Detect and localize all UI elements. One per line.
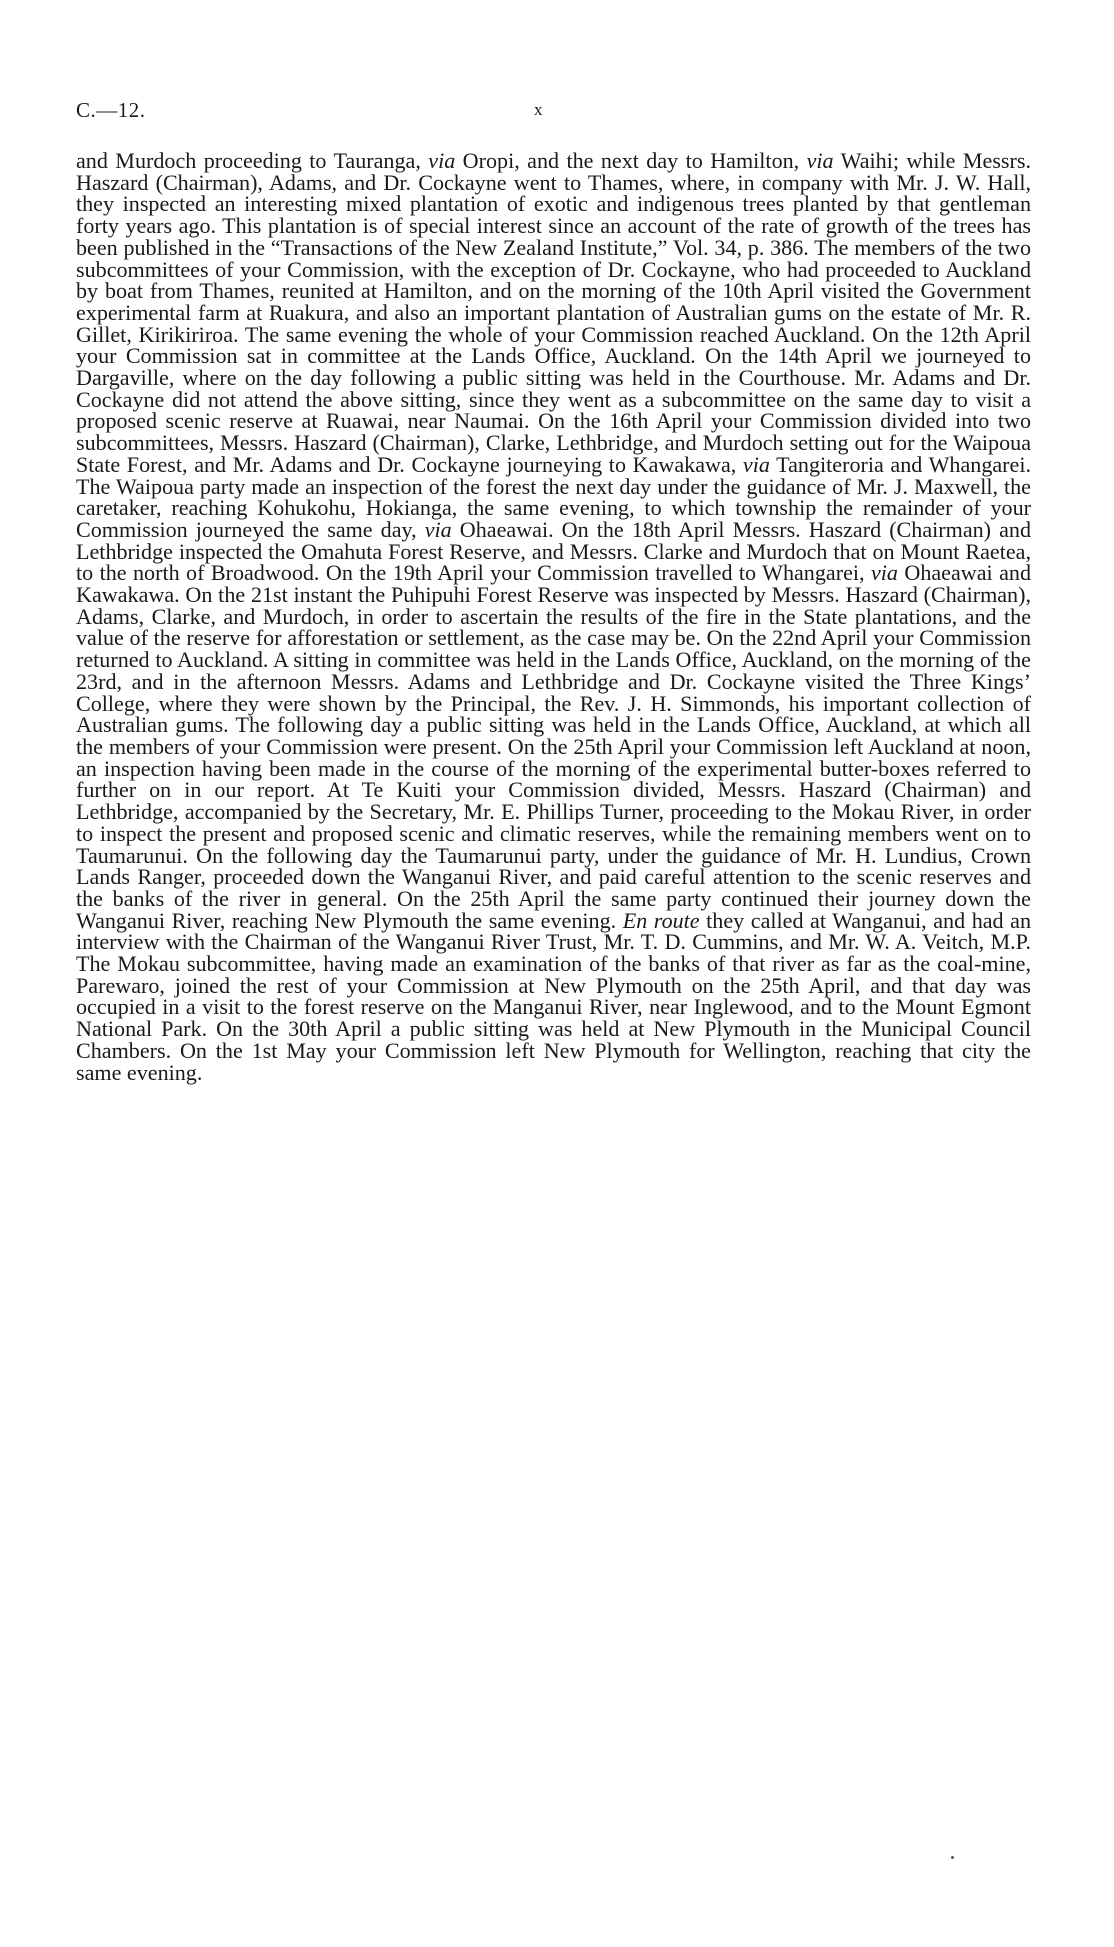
text-run: they called at Wanganui, and had an interview with the Chairman of the Wanganui River Trust, Mr. T. D. Cummins, and Mr. W. A. Veitch, M.P. The Mokau subcommittee, having made an examination of the banks of that river as far as the coal-mine, Parewaro, joined the rest of your Commission at New Plymouth on the 25th April, and that day was occupied in a visit to the forest reserve on the Manganui River, near Inglewood, and to the Mount Egmont National Park. On the 30th April a public sitting was held at New Plymouth in the Municipal Council Chambers. On the 1st May your Commission left New Plymouth for Wellington, reaching that city the same evening.	[76, 907, 1031, 1085]
italic-term: via	[806, 148, 834, 173]
italic-term: via	[428, 148, 456, 173]
text-run: Waihi; while Messrs. Haszard (Chairman), Adams, and Dr. Cockayne went to Thames, where, in company with Mr. J. W. Hall, they inspected an interesting mixed plantation of exotic and indigenous trees planted by that gentleman forty years ago. This plantation is of special interest since an account of the rate of growth of the trees has been published in the “Transactions of the New Zealand Institute,” Vol. 34, p. 386. The members of the two subcommittees of your Commission, with the exception of Dr. Cockayne, who had proceeded to Auckland by boat from Thames, reunited at Hamilton, and on the morning of the 10th April visited the Government experimental farm at Ruakura, and also an important plantation of Australian gums on the estate of Mr. R. Gillet, Kirikiriroa. The same evening the whole of your Commission reached Auckland. On the 12th April your Commission sat in committee at the Lands Office, Auckland. On the 14th April we journeyed to Dargaville, where on the day following a public sitting was held in the Courthouse. Mr. Adams and Dr. Cockayne did not attend the above sitting, since they went as a subcommittee on the same day to visit a proposed scenic reserve at Ruawai, near Naumai. On the 16th April your Commission divided into two subcommittees, Messrs. Haszard (Chairman), Clarke, Lethbridge, and Murdoch setting out for the Waipoua State Forest, and Mr. Adams and Dr. Cockayne journeying to Kawakawa,	[76, 148, 1031, 477]
text-run: Oropi, and the next day to Hamilton,	[455, 148, 807, 173]
italic-term: via	[424, 516, 452, 542]
italic-term: En route	[622, 907, 700, 933]
text-run: Ohaeawai and Kawakawa. On the 21st instant the Puhipuhi Forest Reserve was inspected by Messrs. Haszard (Chairman), Adams, Clarke, and Murdoch, in order to ascertain the results of the fire in the State plantations, and the value of the reserve for afforestation or settlement, as the case may be. On the 22nd April your Commission returned to Auckland. A sitting in committee was held in the Lands Office, Auckland, on the morning of the 23rd, and in the afternoon Messrs. Adams and Lethbridge and Dr. Cockayne visited the Three Kings’ College, where they were shown by the Principal, the Rev. J. H. Simmonds, his important collection of Australian gums. The following day a public sitting was held in the Lands Office, Auckland, at which all the members of your Commission were present. On the 25th April your Commission left Auckland at noon, an inspection having been made in the course of the morning of the experimental butter-boxes referred to further on in our report. At Te Kuiti your Commission divided, Messrs. Haszard (Chairman) and Lethbridge, accompanied by the Secretary, Mr. E. Phillips Turner, proceeding to the Mokau River, in order to inspect the present and proposed scenic and climatic reserves, while the remaining members went on to Taumarunui. On the following day the Taumarunui party, under the guidance of Mr. H. Lundius, Crown Lands Ranger, proceeded down the Wanganui River, and paid careful attention to the scenic reserves and the banks of the river in general. On the 25th April the same party continued their journey down the Wanganui River, reaching New Plymouth the same evening.	[76, 560, 1031, 933]
page-number: x	[534, 100, 544, 119]
italic-term: via	[870, 560, 898, 586]
document-reference: C.—12.	[76, 98, 146, 122]
text-run: Ohaeawai. On the 18th April Messrs. Haszard (Chairman) and Lethbridge inspected the Omahuta Forest Reserve, and Messrs. Clarke and Murdoch that on Mount Raetea, to the north of Broadwood. On the 19th April your Commission travelled to Whangarei,	[76, 516, 1031, 586]
text-run: Tangiteroria and Whangarei. The Waipoua party made an inspection of the forest the next day under the guidance of Mr. J. Maxwell, the caretaker, reaching Kohukohu, Hokianga, the same evening, to which township the remainder of your Commission journeyed the same day,	[76, 451, 1031, 542]
body-paragraph	[76, 150, 1031, 1083]
page-header	[76, 98, 1038, 128]
text-run: and Murdoch proceeding to Tauranga,	[76, 148, 429, 173]
italic-term: via	[742, 451, 770, 477]
scan-speck	[951, 1856, 954, 1859]
